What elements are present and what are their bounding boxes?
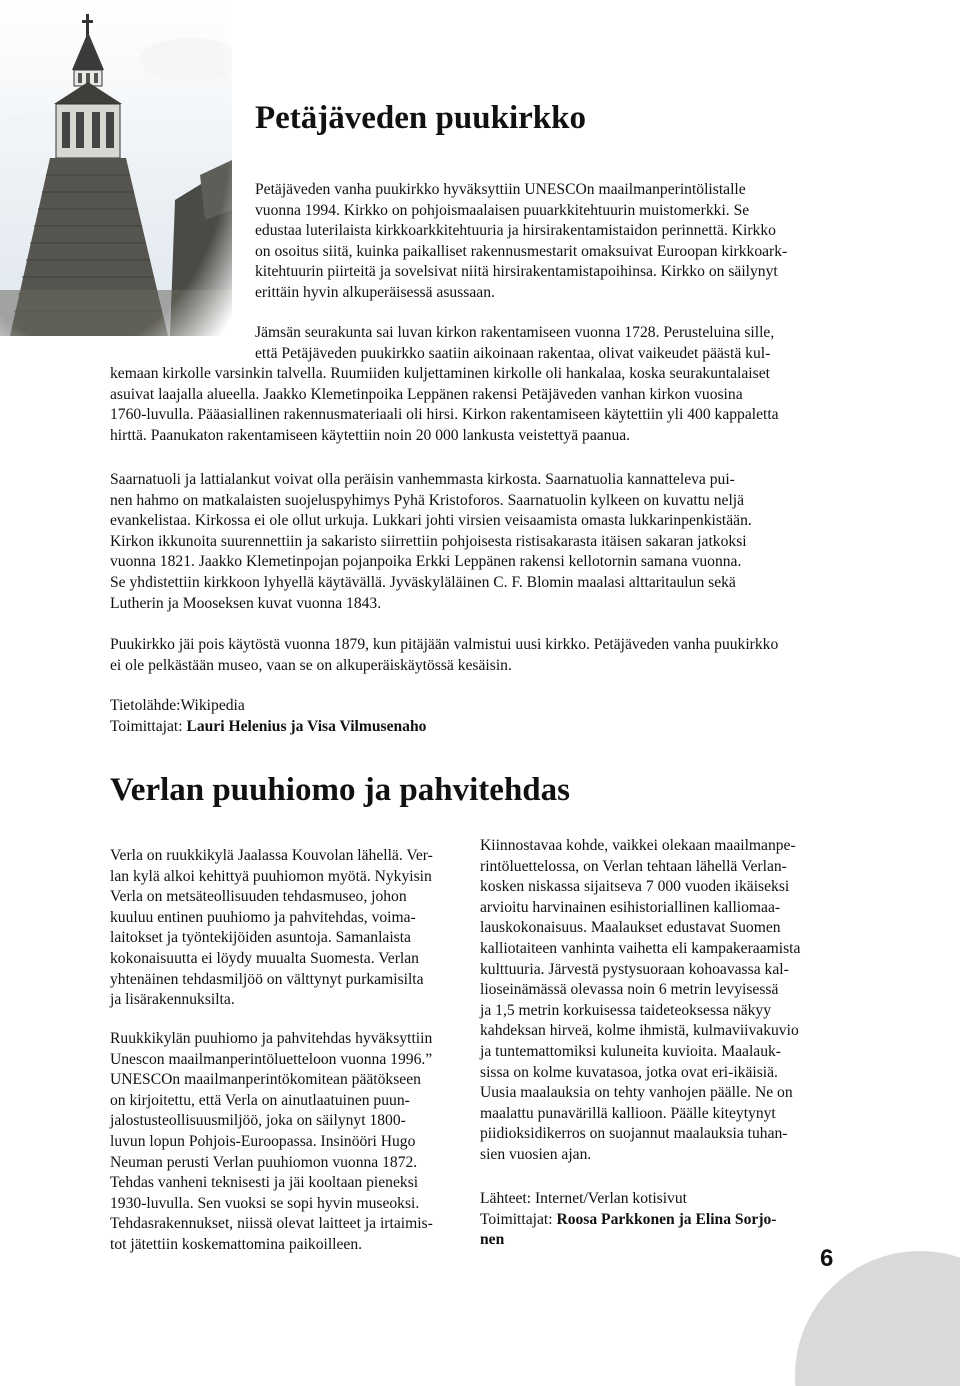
text-line: on osoitus siitä, kuinka paikalliset rakennusmestarit omaksuivat Euroopan kirkkoark- <box>255 242 788 260</box>
left-column-paragraph <box>110 1029 452 1256</box>
text-line: kitehtuurin piirteitä ja sovelsivat niitä hirsirakentamistapoihinsa. Kirkko on säilynyt <box>255 263 778 281</box>
text-line: kokonaisuutta ei löydy muualta Suomesta. Verlan <box>110 949 419 967</box>
text-line: lan kylä alkoi kehittyä puuhiomon myötä. Nykyisin <box>110 867 432 885</box>
text-line: luvun lopun Pohjois-Euroopassa. Insinööri Hugo <box>110 1132 416 1150</box>
editors-line <box>110 717 824 738</box>
article-paragraph <box>110 470 824 614</box>
text-line: yhtenäinen tehdasmiljöö on välttynyt purkamisilta <box>110 970 424 988</box>
text-line: UNESCOn maailmanperintökomitean päätökseen <box>110 1071 421 1089</box>
text-line: rintöluettelossa, on Verlan tehtaan lähellä Verlan- <box>480 857 787 875</box>
text-line: sien vuosien ajan. <box>480 1145 592 1163</box>
text-line: lauskokonaisuus. Maalaukset edustavat Suomen <box>480 919 781 937</box>
text-line: Petäjäveden vanha puukirkko hyväksyttiin UNESCOn maailmanperintölistalle <box>255 181 746 198</box>
text-line: Se yhdistettiin kirkkoon lyhyellä käytävällä. Jyväskyläläinen C. F. Blomin maalasi alttaritaulun sekä <box>110 573 736 591</box>
church-photo <box>0 0 232 336</box>
page-number: 6 <box>820 1245 834 1272</box>
text-line: kosken niskassa sijaitseva 7 000 vuoden ikäiseksi <box>480 878 790 896</box>
article-paragraph <box>110 323 824 447</box>
article-intro-paragraph <box>255 180 823 304</box>
source-line: Lähteet: Internet/Verlan kotisivut <box>480 1190 687 1207</box>
text-line: kemaan kirkolle varsinkin talvella. Ruumiiden kuljettaminen kirkolle oli hankalaa, koska seurakuntalaiset <box>110 365 770 383</box>
text-line: että Petäjäveden puukirkko saatiin aikoinaan rakentaa, olivat vaikeudet päästä kul- <box>255 344 771 362</box>
text-line: hirttä. Paanukaton rakentamiseen käytettiin noin 20 000 lankusta veistettyä paanua. <box>110 426 631 444</box>
text-line: asuivat laajalla alueella. Jaakko Klemetinpoika Leppänen rakensi Petäjäveden vanhan kirkon vuosina <box>110 385 743 403</box>
source-line: Tietolähde:Wikipedia <box>110 697 245 714</box>
text-line: ja tuntemattomiksi kuluneita kuvioita. Maalauk- <box>480 1042 781 1060</box>
text-line: Kiinnostavaa kohde, vaikkei olekaan maailmanpe- <box>480 837 796 854</box>
text-line: vuonna 1821. Jaakko Klemetinpojan pojanpoika Erkki Leppänen rakensi kellotornin samana vuonna. <box>110 553 742 571</box>
text-line: ei ole pelkästään museo, vaan se on alkuperäiskäytössä kesäisin. <box>110 656 512 674</box>
text-line: vuonna 1994. Kirkko on pohjoismaalaisen puuarkkitehtuurin muistomerkki. Se <box>255 201 750 219</box>
text-line: Unescon maailmanperintöluetteloon vuonna 1996.” <box>110 1050 433 1068</box>
text-line: Jämsän seurakunta sai luvan kirkon rakentamiseen vuonna 1728. Perusteluina sille, <box>255 324 775 341</box>
text-line: Puukirkko jäi pois käytöstä vuonna 1879, kun pitäjään valmistui uusi kirkko. Petäjäveden vanha puukirkko <box>110 636 779 653</box>
text-line: ja lisärakennuksilta. <box>110 991 235 1009</box>
text-line: kulttuuria. Järvestä pystysuoraan kohoavassa kal- <box>480 960 789 978</box>
article-title: Petäjäveden puukirkko <box>255 100 586 136</box>
text-line: 1930-luvulla. Sen vuoksi se sopi hyvin museoksi. <box>110 1194 420 1212</box>
text-line: laitokset ja työntekijöiden asuntoja. Samanlaista <box>110 929 411 947</box>
text-line: Kirkon ikkunoita suurennettiin ja sakaristo siirrettiin pohjoisesta ristisakarasta itäisen sakaran jatkoksi <box>110 532 747 550</box>
left-column-paragraph <box>110 846 452 1011</box>
text-line: kahdeksan hirveä, kolme ihmistä, kulmaviivakuvio <box>480 1022 799 1040</box>
page-corner-decoration <box>760 1186 960 1386</box>
editors-names: Lauri Helenius ja Visa Vilmusenaho <box>186 717 427 735</box>
text-line: Verla on ruukkikylä Jaalassa Kouvolan lähellä. Ver- <box>110 847 433 864</box>
editors-label: Toimittajat: <box>110 717 187 735</box>
editors-label: Toimittajat: <box>480 1210 557 1228</box>
text-line: Ruukkikylän puuhiomo ja pahvitehdas hyväksyttiin <box>110 1030 433 1047</box>
text-line: erittäin hyvin alkuperäisessä asussaan. <box>255 283 495 301</box>
text-line: piidioksidikerros on suojannut maalauksia tuhan- <box>480 1125 788 1143</box>
text-line: Saarnatuoli ja lattialankut voivat olla peräisin vanhemmasta kirkosta. Saarnatuolia kannatteleva pui- <box>110 471 735 488</box>
editors-names-continued: nen <box>480 1231 505 1249</box>
text-line: arvioitu harvinainen esihistoriallinen kalliomaa- <box>480 898 781 916</box>
text-line: kuuluu entinen puuhiomo ja pahvitehdas, voima- <box>110 908 416 926</box>
editors-names: Roosa Parkkonen ja Elina Sorjo- <box>556 1210 777 1228</box>
text-line: on kirjoitettu, että Verla on ainutlaatuinen puun- <box>110 1091 410 1109</box>
text-line: maalattu punavärillä kallioon. Päälle kiteytynyt <box>480 1104 776 1122</box>
text-line: jalostusteollisuusmiljöö, joka on säilynyt 1800- <box>110 1112 406 1130</box>
right-column-paragraph <box>480 836 823 1166</box>
text-line: lioseinämässä olevassa noin 6 metrin levyisessä <box>480 981 779 999</box>
text-line: Tehdasrakennukset, niissä olevat laitteet ja irtaimis- <box>110 1215 433 1233</box>
text-line: 1760-luvulla. Pääasiallinen rakennusmateriaali oli hirsi. Kirkon rakentamiseen käytettiin yli 400 kappaletta <box>110 406 779 424</box>
text-line: tot jätettiin koskemattomina paikoilleen. <box>110 1235 363 1253</box>
text-line: sissa on kolme kuvatasoa, jotka ovat eri-ikäisiä. <box>480 1063 778 1081</box>
text-line: Neuman perusti Verlan puuhiomon vuonna 1872. <box>110 1153 418 1171</box>
article-paragraph <box>110 635 824 676</box>
text-line: nen hahmo on matkalaisten suojeluspyhimys Pyhä Kristoforos. Saarnatuolin kylkeen on kuvattu neljä <box>110 491 745 509</box>
text-line: Lutherin ja Mooseksen kuvat vuonna 1843. <box>110 594 382 612</box>
text-line: Tehdas vanheni teknisesti ja jäi kooltaan pieneksi <box>110 1174 419 1192</box>
text-line: kalliotaiteen vanhinta vaihetta eli kampakeraamista <box>480 939 801 957</box>
text-line: Uusia maalauksia on tehty vanhojen päälle. Ne on <box>480 1084 793 1102</box>
text-line: Verla on metsäteollisuuden tehdasmuseo, johon <box>110 888 407 906</box>
text-line: edustaa luterilaista kirkkoarkkitehtuuria ja hirsirakentamistaidon perinnettä. Kirkko <box>255 222 776 240</box>
text-line: evankelistaa. Kirkossa ei ole ollut urkuja. Lukkari johti virsien veisaamista omasta lukkarinpenkistään. <box>110 512 752 530</box>
article-title: Verlan puuhiomo ja pahvitehdas <box>110 772 570 808</box>
text-line: ja 1,5 metrin korkuisessa taideteoksessa näkyy <box>480 1001 772 1019</box>
article-credits <box>110 696 824 737</box>
